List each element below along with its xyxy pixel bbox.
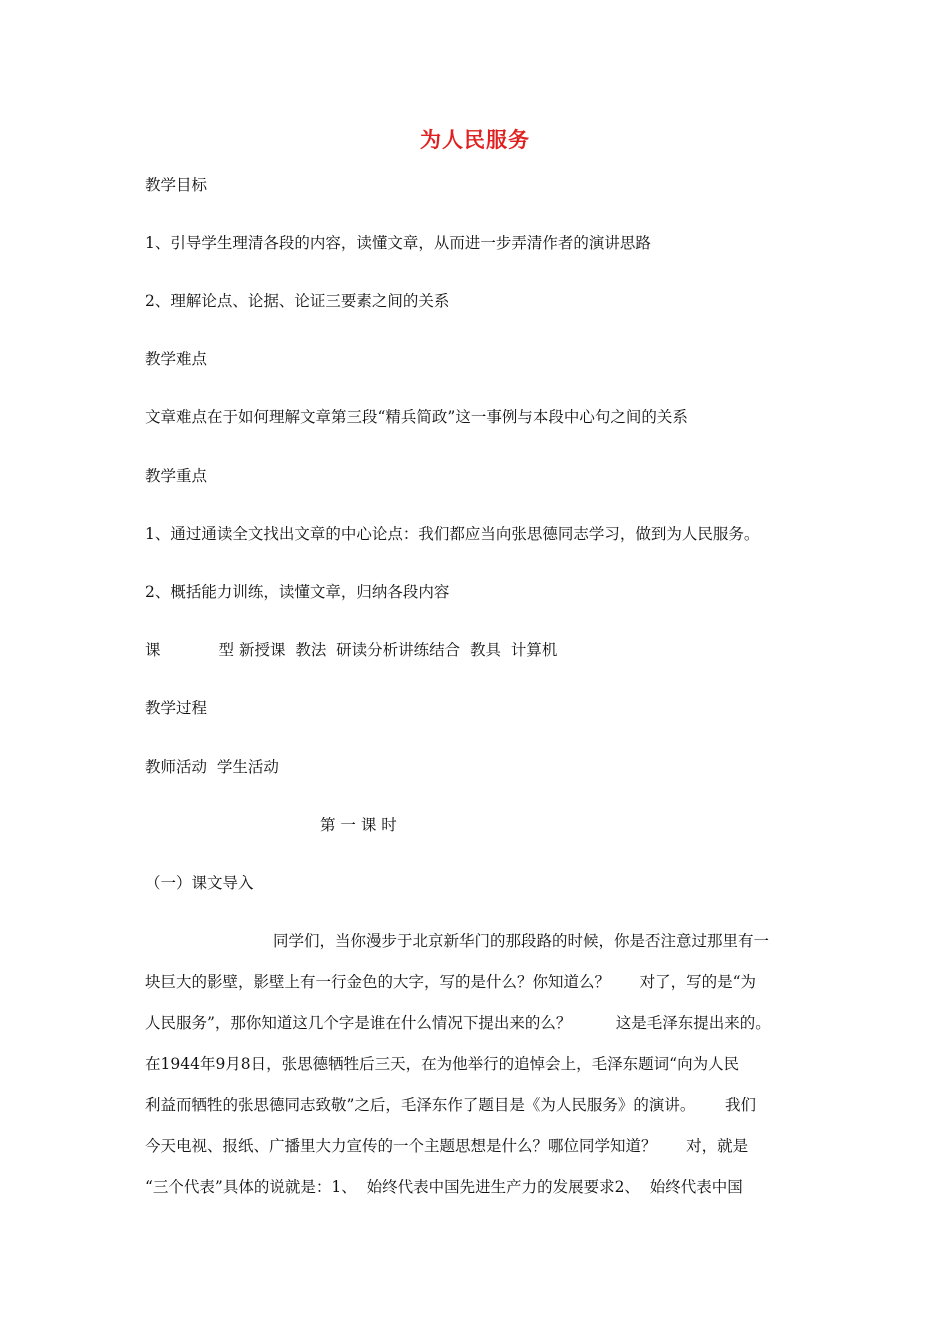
intro-line: “三个代表”具体的说就是：1、 始终代表中国先进生产力的发展要求2、 始终代表中国 xyxy=(145,1178,743,1196)
lesson-info-text: 新授课 教法 研读分析讲练结合 教具 计算机 xyxy=(238,641,558,659)
difficulty-heading: 教学难点 xyxy=(145,350,208,368)
lesson-info-row xyxy=(145,640,557,660)
activities-row: 教师活动 学生活动 xyxy=(145,758,279,776)
key-item-2: 2、概括能力训练，读懂文章，归纳各段内容 xyxy=(145,583,450,601)
lesson-type-label-a: 课 xyxy=(145,641,161,659)
intro-line: 同学们，当你漫步于北京新华门的那段路的时候，你是否注意过那里有一 xyxy=(273,932,770,950)
key-heading: 教学重点 xyxy=(145,467,208,485)
document-title: 为人民服务 xyxy=(420,128,530,152)
difficulty-text: 文章难点在于如何理解文章第三段“精兵简政”这一事例与本段中心句之间的关系 xyxy=(145,408,688,426)
goal-item-1: 1、引导学生理清各段的内容，读懂文章，从而进一步弄清作者的演讲思路 xyxy=(145,234,651,252)
intro-line: 块巨大的影壁，影壁上有一行金色的大字，写的是什么？你知道么？ 对了，写的是“为 xyxy=(145,973,756,991)
process-heading: 教学过程 xyxy=(145,699,208,717)
key-item-1: 1、通过通读全文找出文章的中心论点：我们都应当向张思德同志学习，做到为人民服务。 xyxy=(145,525,760,543)
intro-line: 人民服务”，那你知道这几个字是谁在什么情况下提出来的么？ 这是毛泽东提出来的。 xyxy=(145,1014,771,1032)
goal-heading: 教学目标 xyxy=(145,176,208,194)
period-heading: 第 一 课 时 xyxy=(320,816,397,834)
lesson-type-label-b: 型 xyxy=(218,641,235,659)
intro-heading: （一）课文导入 xyxy=(145,874,254,892)
intro-line: 利益而牺牲的张思德同志致敬”之后，毛泽东作了题目是《为人民服务》的演讲。 我们 xyxy=(145,1096,756,1114)
goal-item-2: 2、理解论点、论据、论证三要素之间的关系 xyxy=(145,292,450,310)
intro-line: 今天电视、报纸、广播里大力宣传的一个主题思想是什么？哪位同学知道？ 对，就是 xyxy=(145,1137,749,1155)
intro-line: 在1944年9月8日，张思德牺牲后三天，在为他举行的追悼会上，毛泽东题词“向为人民 xyxy=(145,1055,740,1073)
